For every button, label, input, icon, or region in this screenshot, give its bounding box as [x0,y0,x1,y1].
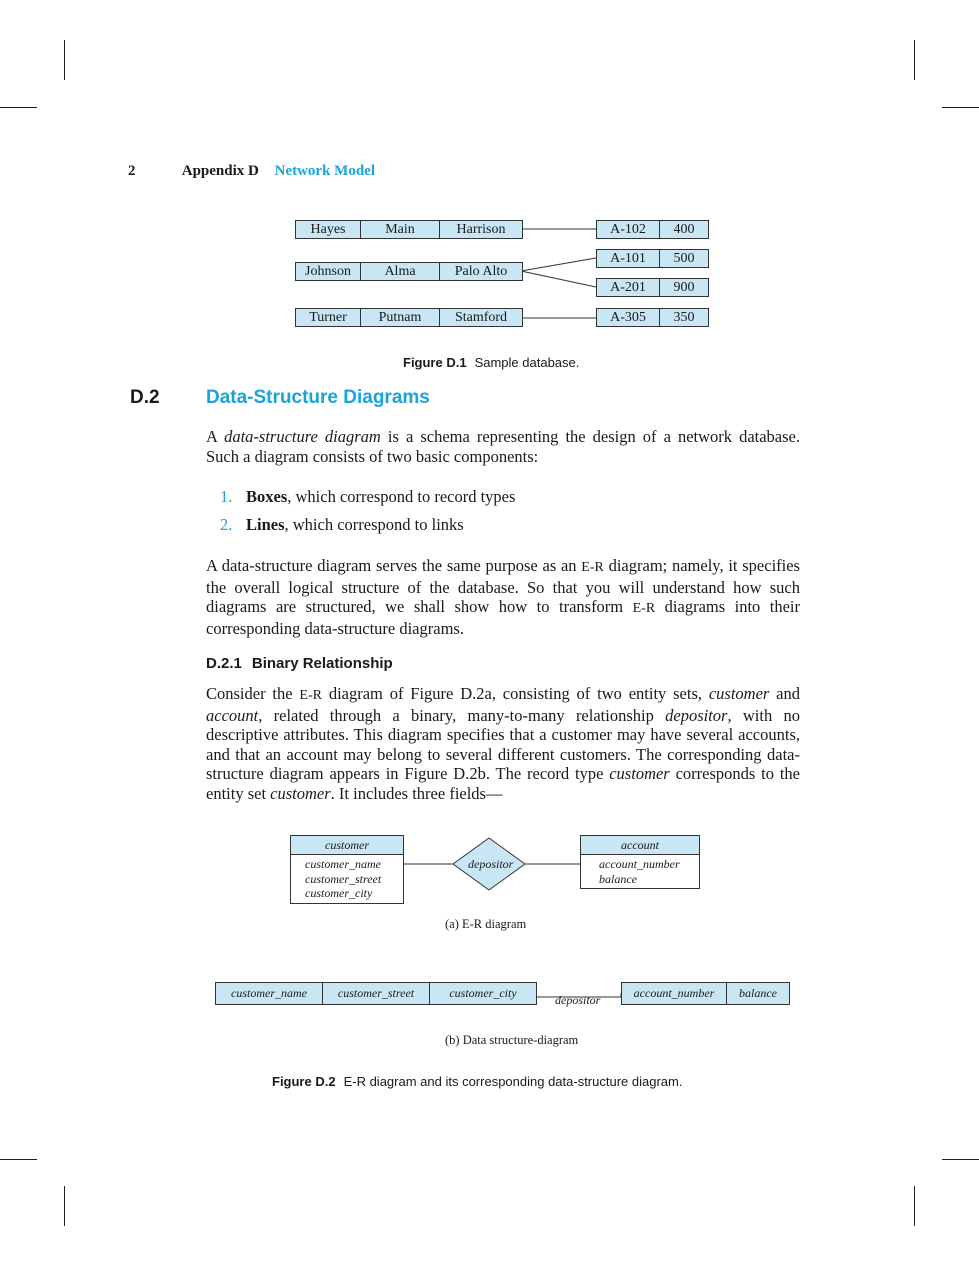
record-field: account_number [622,983,727,1004]
crop-mark [942,1159,979,1160]
list-number: 2. [220,515,233,534]
caption-text: Sample database. [474,355,580,370]
record-field: customer_name [216,983,323,1004]
term: depositor [665,705,728,725]
attribute: balance [599,871,637,886]
component-list [220,487,515,543]
record-field: Stamford [454,310,508,325]
text: Consider the [206,684,300,703]
text: A [206,427,225,446]
crop-mark [942,107,979,108]
paragraph-binary [206,684,800,803]
crop-mark [64,1186,65,1226]
page-number: 2 [128,163,136,179]
entity-account [580,835,700,889]
record-field: Alma [361,263,440,280]
er-abbrev: E-R [581,560,604,575]
list-text: , which correspond to links [284,515,464,534]
text: . It includes three fields— [330,783,503,803]
figure-d1-sample-database [295,219,710,331]
subsection-heading [206,655,393,672]
record-field: A-102 [597,221,660,238]
list-term: Boxes [246,487,288,506]
caption-text: E-R diagram and its corresponding data-structure diagram. [343,1074,683,1089]
list-text: , which correspond to record types [287,487,516,506]
section-number: D.2 [130,387,160,408]
text: diagram; namely, it specifies the overall logical structure of the database. So that you will understand how such diagrams are structured, we shall show how to transform [206,556,800,616]
text: , related through a binary, many-to-many relationship [258,705,666,725]
record-field: A-201 [597,279,660,296]
text: and [769,684,800,703]
subcaption-b: (b) Data structure-diagram [445,1033,579,1047]
entity-name: customer [291,836,403,855]
text: , with no descriptive attributes. This diagram specifies that a customer may have several accounts, and that an account may belong to several different customers. The corresponding data-structure diagram appears in Figure D.2b. The record type [206,705,800,783]
crop-mark [0,107,37,108]
crop-mark [0,1159,37,1160]
customer-record [295,308,523,327]
list-number: 1. [220,487,233,506]
attribute: customer_street [305,871,382,886]
subsection-number: D.2.1 [206,655,242,672]
figure-d1-caption [403,355,579,370]
record-field: A-101 [597,250,660,267]
section-title: Data-Structure Diagrams [206,387,430,408]
list-term: Lines [246,515,285,534]
term: data-structure diagram [224,427,381,446]
crop-mark [914,1186,915,1226]
account-record [596,220,709,239]
customer-record-type [215,982,537,1005]
attribute: customer_name [305,857,381,871]
account-record [596,278,709,297]
subsection-title: Binary Relationship [251,655,393,672]
crop-mark [64,40,65,80]
record-field: Palo Alto [454,264,508,279]
er-abbrev: E-R [632,601,656,616]
term: account [206,705,259,725]
text: is a schema representing the design of a network database. Such a diagram consists of two basic components: [206,427,801,466]
record-field: 500 [673,251,695,266]
record-field: 350 [673,310,695,325]
attribute: account_number [599,857,680,871]
chapter-title: Network Model [274,163,376,179]
list-item [220,515,515,543]
record-field: customer_city [449,986,517,1000]
record-field: A-305 [597,309,660,326]
account-record-type [621,982,790,1005]
entity-attributes [581,855,699,888]
record-field: Putnam [361,309,440,326]
paragraph-intro [206,427,800,466]
term: customer [708,684,770,703]
record-field: Harrison [456,222,506,237]
account-record [596,249,709,268]
figure-d2-caption [272,1074,682,1089]
entity-customer [290,835,404,904]
figure-d2b-data-structure-diagram [215,982,790,1012]
link-label: depositor [555,993,601,1007]
er-abbrev: E-R [299,688,322,703]
appendix-label: Appendix D [181,163,259,179]
account-record [596,308,709,327]
term: customer [270,783,331,803]
entity-attributes [291,855,403,903]
entity-name: account [581,836,699,855]
record-field: balance [739,986,777,1000]
text: diagrams into their corresponding data-structure diagrams. [206,597,800,638]
text: diagram of Figure D.2a, consisting of two entity sets, [321,684,709,703]
relationship-label: depositor [468,857,514,871]
figure-d2a-er-diagram [290,835,702,910]
text: A data-structure diagram serves the same purpose as an [206,556,582,575]
list-item [220,487,515,515]
record-field: Main [361,221,440,238]
customer-record [295,220,523,239]
record-field: Johnson [296,263,361,280]
paragraph-purpose [206,556,800,638]
record-field: Turner [296,309,361,326]
text: corresponds to the entity set [206,764,800,803]
record-field: 400 [673,222,695,237]
record-field: customer_street [323,983,430,1004]
term: customer [609,764,670,783]
record-field: Hayes [296,221,361,238]
caption-label: Figure D.1 [403,355,467,370]
attribute: customer_city [305,886,373,900]
caption-label: Figure D.2 [272,1074,336,1089]
customer-record [295,262,523,281]
running-head [128,163,375,180]
crop-mark [914,40,915,80]
record-field: 900 [673,280,695,295]
subcaption-a: (a) E-R diagram [445,917,527,931]
